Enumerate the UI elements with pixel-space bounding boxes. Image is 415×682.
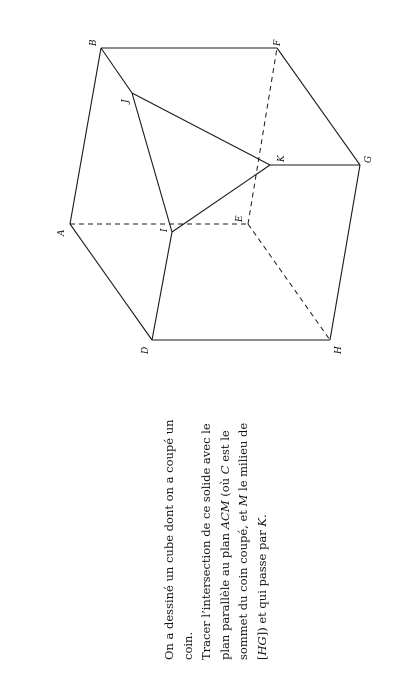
cut-edge-jk [132,93,270,165]
edge-ad [70,224,152,340]
plane-name: ACM [217,500,232,530]
edge-bj [101,48,132,93]
vertex-label-a: A [57,229,67,236]
statement-text: est le sommet du coin coupé, et [217,430,250,660]
edge-gh [330,165,360,340]
vertex-label-h: H [334,346,344,354]
vertex-label-i: I [160,228,170,232]
statement-line-2 [197,400,271,660]
point-m: M [236,494,250,507]
edge-fg [277,48,360,165]
vertex-label-d: D [141,346,151,354]
statement-text: . [254,514,269,519]
statement-line-1: On a dessiné un cube dont on a coupé un coin. [162,419,195,660]
point-k: K [254,518,269,527]
vertex-label-k: K [277,155,287,162]
vertex-label-g: G [364,155,374,163]
statement-text: (où [217,474,232,501]
vertex-label-j: J [121,99,131,103]
cut-edge-ij [132,93,172,232]
statement-text: Tracer l’intersection de ce solide avec le plan parallèle au plan [199,423,232,660]
hidden-edge-eh [248,224,330,340]
point-c: C [217,465,232,475]
cut-edge-ik [172,165,270,232]
hidden-edge-ef [248,48,277,224]
statement-text: le milieu de [ [236,422,269,660]
vertex-label-e: E [235,215,245,222]
vertex-label-f: F [273,39,283,46]
edge-ab [70,48,101,224]
segment-hg: HG [254,636,269,656]
statement-text: ]) et qui passe par [254,526,269,637]
exercise-statement [160,400,271,660]
vertex-label-b: B [89,39,99,46]
edge-di [152,232,172,340]
